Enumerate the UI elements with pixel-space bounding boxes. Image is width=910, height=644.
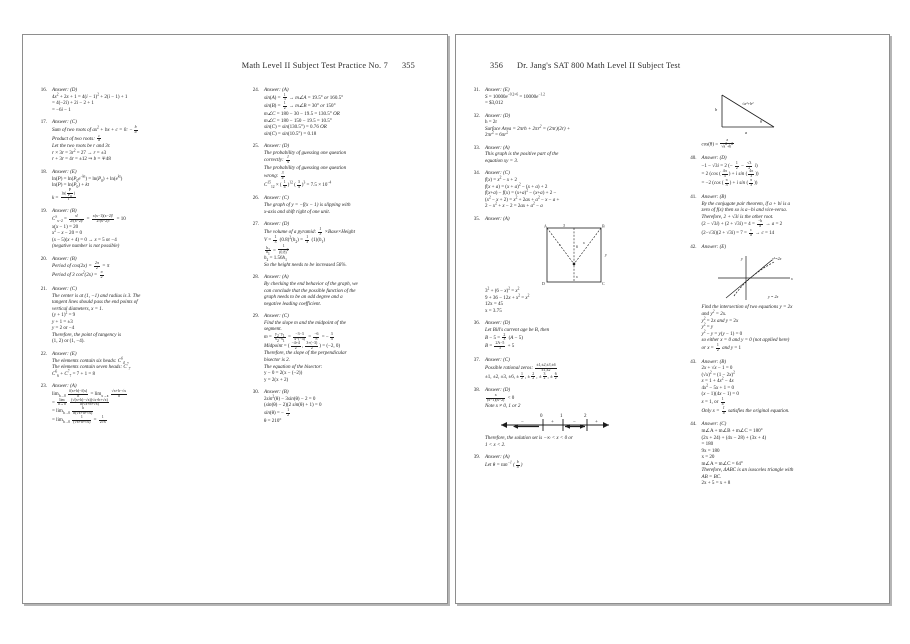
item-body (52, 119, 229, 163)
svg-text:A: A (543, 224, 547, 229)
work-line: Surface Area = $2\pi rh + 2\pi r^2 = (2\pi r)(2r)$ + (485, 124, 571, 132)
work-line: and $y^2 = 2x$. (701, 309, 727, 317)
work-line: ±1, ±2, ±3, ±6, ± $\frac{1}{2}$ , ± $\frac{2}{2}$ , ± $\frac{3}{2}$ , ± $\frac{6}{2}$ (485, 371, 557, 381)
work-line: (2 − √3i) + (2 + √3i) = 4 = $\frac{-b}{a}$ → a = 2 (701, 219, 783, 229)
work-line: So the height needs to be increased 56%. (264, 261, 347, 268)
work-line: $3^2 + (6 - x)^2 = x^2$ (485, 286, 520, 295)
square-fold-diagram (539, 224, 613, 286)
work-line: m∠A + m∠B + m∠C = 180° (701, 428, 763, 434)
svg-text:C: C (601, 281, 605, 287)
svg-text:D: D (541, 281, 545, 287)
solution-item-20 (31, 256, 229, 280)
item-body (485, 145, 667, 165)
svg-text:3: 3 (562, 224, 565, 229)
answer-line: Answer: (C) (264, 313, 289, 320)
work-line: $\ln(P) = \ln(P_0e^{-kt}) = \ln(P_0) + \ln(e^{kt})$ (52, 173, 123, 183)
answer-line: Answer: (D) (485, 112, 511, 119)
answer-line: Answer: (C) (701, 421, 727, 428)
work-line: Let the two roots be r and 3r. (52, 143, 111, 150)
work-line: $9 + 36 - 12x + x^2 = x^2$ (485, 293, 530, 301)
answer-line: Answer: (A) (485, 215, 510, 222)
work-line: y = 2(x + 2) (264, 376, 289, 383)
answer-line: Answer: (B) (52, 255, 77, 262)
item-number: 36. (473, 320, 480, 327)
solution-item-44 (681, 421, 884, 486)
answer-line: Answer: (E) (485, 87, 510, 93)
work-line: $S = 10000e^{-0.2\times 6} = 10000e^{-1.2}$ (485, 91, 545, 100)
work-line: x = 1, or $\frac{1}{4}$ (701, 396, 724, 406)
solution-item-25 (243, 143, 441, 189)
work-line: $y^2 = y$ (701, 322, 714, 331)
solution-item-31 (464, 87, 667, 107)
work-line: V = $\frac{1}{3}$ $(0.8)^2(h_2)$ = $\frac{1}{3}$ $(1)(h_1)$ (264, 235, 326, 245)
item-number: 24. (252, 87, 259, 93)
work-line: r + 3r = 4r = ±12 ⇒ b = ∓48 (52, 156, 111, 163)
left-page-folio: 355 (401, 61, 415, 70)
work-line: $r \times 3r = 3r^2 = 27 \to r = \pm 3$ (52, 148, 107, 156)
work-line: Period of 3 $\cos^2(2x)$ = $\frac{\pi}{2}$ (52, 270, 103, 280)
work-line: 2x + √x − 1 = 0 (701, 365, 733, 372)
solution-item-19 (31, 208, 229, 250)
work-line: Therefore, the slope of the perpendicular (264, 350, 347, 357)
work-line: so either x = 0 and y = 0 (not applied here) (701, 337, 790, 344)
item-number: 16. (40, 87, 47, 93)
work-line: $f(x+a) - f(x) = (x+a)^2 - (x+a) + 2$ − (485, 188, 557, 197)
item-body (485, 357, 667, 381)
answer-line: Answer: (A) (264, 274, 289, 281)
item-body (52, 169, 229, 202)
work-line: $h_2 = 1.56h_1$ (264, 255, 287, 263)
work-line: m∠C = 180 − 30 − 19.5 = 130.5° OR (264, 111, 340, 118)
work-line: y + 1 = ±3 (52, 318, 73, 325)
work-line: (x − 5)(x + 4) = 0 → x = 5 or −4 (52, 236, 117, 243)
answer-line: Answer: (C) (485, 170, 510, 177)
work-line: θ = 210° (264, 417, 282, 424)
work-line: can conclude that the possible function of the (264, 287, 356, 294)
item-body (264, 274, 441, 307)
item-body (52, 383, 229, 425)
solution-item-34 (464, 170, 667, 209)
svg-text:−: − (573, 420, 576, 426)
left-page-header-title: Math Level II Subject Test Practice No. 7 (241, 61, 388, 70)
item-number: 26. (252, 195, 259, 202)
item-number: 31. (473, 87, 480, 93)
item-number: 38. (473, 387, 480, 394)
work-line: Therefore, ΔABC is an isosceles triangle with (701, 467, 794, 474)
item-body (52, 208, 229, 250)
work-line: tangent lines should pass the end points of (52, 299, 138, 306)
item-number: 30. (252, 389, 259, 396)
work-line: The equation of the bisector: (264, 363, 323, 370)
svg-text:y: y (740, 256, 743, 262)
work-line: 2x + 5 = x + 8 (701, 480, 731, 487)
svg-text:y²=2x: y²=2x (771, 256, 781, 262)
svg-text:0: 0 (540, 414, 543, 420)
work-line: $x^2 - x - 20 = 0$ (52, 228, 82, 237)
svg-text:6: 6 (575, 244, 578, 250)
item-body (702, 359, 884, 416)
item-body (52, 87, 229, 113)
work-line: $x = 1 + 4x^2 - 4x$ (701, 376, 734, 385)
answer-line: Answer: (D) (485, 387, 511, 394)
answer-line: Answer: (C) (52, 286, 77, 293)
work-line: $(√x)^2 = (1 - 2x)^2$ (701, 369, 735, 378)
work-line: −1 − √3i = 2 (− $\frac{1}{2}$ − $\frac{√3}{2}$ i) (701, 160, 758, 170)
solution-item-22 (31, 351, 229, 377)
svg-text:x: x (582, 240, 585, 246)
left-page-running-head (23, 61, 447, 70)
solution-item-35 (464, 216, 667, 315)
work-line: $C^x_{x-2}$ = $\frac{x!}{2!(x-2)!}$ = $\frac{x(x-1)(x-2)!}{2!(x-2)!}$ = 10 (52, 213, 126, 223)
work-line: $(x^2 - x + 2) = x^2 + 2ax + a^2 - x - a$ + (485, 194, 560, 203)
item-number: 42. (690, 243, 697, 250)
item-body (702, 421, 884, 486)
item-body (264, 221, 441, 268)
item-body (264, 143, 441, 189)
work-line: (negative number is not possible) (52, 243, 120, 250)
work-line: $4x^2 + 2x + 1 = 4(i - 1)^2 + 2(i - 1) + 1$ (52, 91, 128, 100)
work-line: x = 20 (701, 454, 715, 461)
solution-item-24 (243, 87, 441, 137)
svg-text:x: x (558, 242, 561, 248)
item-number: 44. (690, 421, 697, 428)
work-line: cos(θ) = $\frac{a}{√a^2+b^2}$ (701, 138, 733, 149)
work-line: = 4(−2i) + 2i − 2 + 1 (52, 100, 94, 107)
solution-item-26 (243, 195, 441, 215)
work-line: k = ln( $\frac{P}{P_0}$ ) t (52, 187, 76, 202)
work-line: Possible rational zeros: $\frac{\pm 1,\pm 2,\pm 3,\pm 6}{\pm 1,\pm 2}$ (485, 362, 556, 372)
answer-line: Answer: (B) (701, 194, 727, 201)
solution-item-32 (464, 113, 667, 139)
solution-item-16 (31, 87, 229, 113)
work-line: $(y + 1)^2 = 9$ (52, 310, 76, 319)
work-line: The center is at (1, −1) and radius is 3. The (52, 292, 141, 299)
svg-text:B: B (601, 224, 605, 229)
work-line: 12x = 45 (485, 301, 503, 308)
right-page-header-title: Dr. Jang's SAT 800 Math Level II Subject Test (517, 61, 681, 70)
work-line: y − 0 = 2(x − (−2)) (264, 370, 303, 377)
solution-item-36 (464, 320, 667, 351)
work-line: x-axis and shift right of one unit. (264, 208, 331, 215)
work-line: y = 2 or −4 (52, 325, 75, 332)
item-body (52, 256, 229, 280)
solution-item-30 (243, 389, 441, 424)
work-line: $y^2 = 2x$ and y = 2x (701, 315, 739, 324)
item-body (264, 313, 441, 383)
svg-text:b: b (714, 107, 717, 112)
work-line: 1 < x < 2. (485, 441, 506, 448)
item-number: 34. (473, 170, 480, 177)
work-line: sin(C) = sin(130.5°) = 0.76 OR (264, 124, 327, 131)
solution-item-42 (681, 244, 884, 353)
column-2 (235, 87, 447, 595)
work-line: Let $\theta = \tan^{-1}$ ( $\frac{b}{a}$ ) (485, 459, 523, 469)
solution-item-29 (243, 313, 441, 383)
svg-text:−: − (521, 420, 524, 426)
solution-item-23 (31, 383, 229, 425)
work-line: Find the intersection of two equations y = 2x (701, 304, 793, 311)
item-number: 19. (40, 208, 47, 215)
work-line: bisector is 2. (264, 357, 290, 363)
work-line: $2\pi r^2 = 6\pi r^2$ (485, 130, 509, 139)
work-line: = $3,012 (485, 100, 503, 107)
work-line: Let Bill's current age be B, then (485, 327, 550, 334)
item-body (52, 351, 229, 377)
work-line: (x − 1)(4x − 1) = 0 (701, 391, 739, 398)
svg-text:x: x (790, 276, 793, 282)
item-number: 17. (40, 119, 47, 126)
answer-line: Answer: (B) (264, 389, 289, 396)
work-line: sin(A) = $\frac{1}{3}$ → m∠A = 19.5° or 160.5° (264, 92, 344, 102)
work-line: sin(θ) = − $\frac{1}{2}$ (264, 407, 290, 417)
work-line: By the conjugate pair theorem, if a + bi is a (701, 200, 791, 207)
work-line: wrong: $\frac{3}{4}$ (264, 170, 284, 180)
answer-line: Answer: (A) (485, 144, 510, 151)
item-number: 39. (473, 454, 480, 461)
answer-line: Answer: (D) (264, 221, 290, 228)
answer-line: Answer: (E) (701, 243, 727, 250)
work-line: Therefore, the solution set is −∞ < x < 0 or (485, 435, 573, 442)
work-line: m∠A = m∠C = 64° (701, 460, 743, 467)
work-line: Therefore, 2 + √3i is the other root. (701, 213, 774, 220)
column-4 (673, 87, 890, 595)
svg-text:θ: θ (759, 119, 762, 124)
work-line: $\frac{x}{(x-1)(x-2)}$ < 0 (487, 392, 515, 402)
work-line: Find the slope m and the midpoint of the (264, 319, 346, 326)
item-number: 20. (40, 255, 47, 262)
solution-item-39 (464, 454, 667, 469)
item-body (702, 155, 884, 188)
work-line: x(x − 1) = 20 (52, 223, 79, 230)
answer-line: Answer: (A) (485, 454, 510, 461)
item-number: 37. (473, 357, 480, 364)
work-line: $C^6_6 + C^7_7 = 7 + 1 = 8$ (52, 368, 95, 378)
work-line: Only x = $\frac{1}{4}$ satisfies the original equation. (701, 405, 790, 415)
right-triangle-diagram (712, 89, 884, 137)
solution-item-28 (243, 274, 441, 307)
column-3 (456, 87, 673, 595)
solution-item-21 (31, 286, 229, 345)
answer-line: Answer: (A) (264, 87, 289, 93)
item-body (485, 87, 667, 107)
work-line: (2−√3i)(2 + √3i) = 7 = $\frac{c}{a}$ → c = 14 (701, 228, 775, 237)
item-number: 33. (473, 144, 480, 151)
answer-line: Answer: (D) (485, 320, 511, 327)
answer-line: Answer: (E) (52, 169, 77, 175)
answer-line: Answer: (D) (52, 87, 78, 93)
item-number: 35. (473, 215, 480, 222)
work-line: $\lim_{h\to 0}$ $\frac{f(x+h)-f(x)}{h}$ = $\lim_{x\to a}$ $\frac{√x+h-√x}{h}$ (52, 388, 127, 398)
right-page-folio: 356 (490, 61, 504, 70)
work-line: h = 2r (485, 119, 498, 126)
answer-line: Answer: (B) (52, 208, 77, 215)
work-line: Sum of two roots of $ax^2$ + bx + c = 0: − $\frac{b}{a}$ (52, 124, 137, 134)
solution-item-39-continued (681, 87, 884, 149)
work-line: The probability of guessing one question (264, 149, 347, 156)
item-number: 40. (690, 155, 697, 162)
work-line: $\ln(P) = \ln(P_0)$ + kt (52, 182, 89, 190)
number-line-diagram (495, 411, 667, 433)
work-line: The elements contain six heads: $C^6_4$ (52, 355, 125, 365)
svg-text:y = 2x: y = 2x (767, 294, 778, 300)
item-body (264, 389, 441, 424)
item-body (702, 87, 884, 149)
solution-item-17 (31, 119, 229, 163)
work-line: (1, 2) or (1, −4). (52, 338, 85, 345)
svg-text:+: + (595, 420, 598, 426)
work-line: m = $\frac{y_2-y_1}{x_2-x_1}$ = $\frac{-3-3}{4-(-4)}$ = $\frac{-6}{8}$ = − $\frac{3}{4}$ (264, 331, 333, 343)
item-body (702, 194, 884, 238)
work-line: AB = BC. (701, 473, 722, 480)
item-body (485, 170, 667, 209)
svg-text:x: x (575, 274, 578, 280)
solution-item-33 (464, 145, 667, 165)
solution-item-43 (681, 359, 884, 416)
item-body (702, 244, 884, 353)
svg-text:√a²+b²: √a²+b² (741, 101, 753, 106)
work-line: segment. (264, 326, 282, 333)
answer-line: Answer: (E) (52, 351, 77, 357)
work-line: $C^{15}_{12}$ × ( $\frac{1}{4}$ )$^{12}$ ( $\frac{3}{4}$ )$^3 = 7.5 \times 10^{-4}$ (264, 179, 332, 189)
svg-text:2: 2 (584, 414, 587, 420)
column-1 (23, 87, 235, 595)
work-line: zero of f(x) then so is a−bi and vice-versa. (701, 207, 787, 214)
work-line: = 180 (701, 441, 714, 448)
work-line: m∠C = 180 − 150 − 19.5 = 10.5° (264, 117, 332, 124)
item-number: 21. (40, 286, 47, 293)
item-number: 32. (473, 112, 480, 119)
work-line: B − 5 = $\frac{2}{3}$ (A − 5) (485, 332, 523, 342)
work-line: graph needs to be an odd degree and a (264, 294, 343, 301)
line-parabola-diagram (712, 252, 884, 302)
work-line: vertical diameters, x = 1. (52, 305, 104, 312)
work-line: = −2 (cos ( $\frac{\pi}{3}$ ) + i sin ( $\frac{\pi}{3}$ )) (701, 178, 758, 188)
work-line: The elements contain seven heads: $C^7_7$ (52, 362, 131, 372)
work-line: The volume of a pyramid: $\frac{1}{3}$ ×Base×Height (264, 226, 355, 236)
work-line: = $\lim_{h\to 0}$ $\frac{1}{(√x+h+√x)}$ = $\frac{1}{2√x}$ (52, 415, 106, 425)
work-line: = −6i − 1 (52, 106, 71, 113)
answer-line: Answer: (A) (52, 383, 77, 390)
work-line: or x = $\frac{1}{2}$ and y = 1 (701, 342, 742, 352)
solution-item-40 (681, 155, 884, 188)
item-body (264, 195, 441, 215)
work-line: By checking the end behavior of the graph, we (264, 281, 358, 287)
right-page-running-head (456, 61, 889, 70)
work-line: negative leading coefficient. (264, 300, 322, 307)
work-line: (2x + 24) + (4x − 28) + (3x + 4) (701, 434, 767, 441)
item-number: 43. (690, 358, 697, 365)
item-number: 23. (40, 383, 47, 390)
work-line: $4x^2 - 5x + 1 = 0$ (701, 383, 735, 391)
work-line: $f(x) = x^2 - x + 2$ (485, 175, 517, 184)
work-line: sin(B) = $\frac{1}{2}$ → m∠B = 30° or 150° (264, 101, 336, 111)
item-body (485, 320, 667, 351)
svg-text:a: a (744, 130, 747, 135)
answer-line: Answer: (C) (264, 195, 289, 202)
item-number: 18. (40, 169, 47, 175)
work-line: The probability of guessing one question (264, 165, 347, 172)
item-body (485, 216, 667, 315)
item-body (485, 113, 667, 139)
answer-line: Answer: (C) (52, 119, 77, 126)
solution-item-27 (243, 221, 441, 268)
work-line: $y^2 - y = y(y - 1) = 0$ (701, 328, 743, 337)
work-line: (sin(θ) − 2)(2 sin(θ) + 1) = 0 (264, 402, 322, 409)
item-number: 25. (252, 143, 259, 150)
item-body (485, 387, 667, 448)
work-line: This graph is the positive part of the (485, 151, 559, 158)
answer-line: Answer: (D) (264, 143, 290, 150)
solution-item-41 (681, 194, 884, 238)
work-line: The graph of y = −f(x − 1) is slipping with (264, 201, 351, 208)
work-line: Midpoint = ( $\frac{-4+4}{2}$ , $\frac{3+(-3)}{2}$ ) = (−2, 0) (264, 340, 341, 350)
work-line: Therefore, the point of tangency is (52, 331, 122, 338)
work-line: = $\frac{\lim}{h\to 0}$ $\frac{(√(x+h)-√x)(√x+h+√x)}{h(√x+h+√x)}$ (52, 397, 108, 407)
item-number: 22. (40, 351, 47, 357)
svg-text:1: 1 (560, 414, 563, 420)
work-line: sin(C) = sin(10.5°) = 0.18 (264, 130, 317, 137)
work-line: x = 3.75 (485, 307, 502, 314)
work-line: Product of two roots: $\frac{c}{a}$ (52, 133, 101, 143)
item-body (52, 286, 229, 345)
solution-item-37 (464, 357, 667, 381)
work-line: = $\lim_{h\to 0}$ $\frac{h}{h(√x+h+√x)}$ (52, 406, 93, 416)
svg-text:y: y (604, 252, 607, 258)
item-number (681, 87, 702, 149)
work-line: $f(x + a) = (x + a)^2 - (x + a) + 2$ (485, 181, 548, 190)
left-page (22, 34, 448, 604)
item-body (264, 87, 441, 137)
answer-line: Answer: (D) (701, 155, 727, 162)
item-number: 29. (252, 313, 259, 320)
item-number: 27. (252, 221, 259, 228)
work-line: = 2 (cos ( $\frac{4\pi}{3}$ ) + i sin ( $\frac{4\pi}{3}$ )) (701, 169, 759, 179)
right-page-columns (456, 87, 889, 595)
work-line: $2\sin^2(\theta) - 3\sin(\theta) - 2 = 0$ (264, 394, 316, 402)
work-line: $\frac{h_2}{h_1}$ = $\frac{1}{(0.8)^2}$ (266, 244, 289, 257)
answer-line: Answer: (B) (701, 358, 727, 365)
svg-text:+: + (551, 420, 554, 426)
item-body (485, 454, 667, 469)
work-line: 9x = 180 (701, 447, 720, 454)
answer-line: Answer: (C) (485, 357, 510, 364)
work-line: B = $\frac{2A-5}{3}$ + 5 (485, 341, 515, 351)
item-number: 41. (690, 194, 697, 201)
right-page (455, 34, 890, 604)
work-line: correctly: $\frac{1}{4}$ (264, 155, 289, 165)
solution-item-18 (31, 169, 229, 202)
solution-item-38 (464, 387, 667, 448)
work-line: equation xy = 3. (485, 157, 519, 164)
left-page-columns (23, 87, 447, 595)
work-line: $2 - x^2 + x - 2 = 2ax + a^2 - a$ (485, 201, 543, 210)
work-line: Note x ≠ 0, 1 or 2 (485, 402, 521, 409)
item-number: 28. (252, 274, 259, 281)
work-line: Period of cos(2x) = $\frac{2\pi}{2}$ = π (52, 261, 110, 271)
